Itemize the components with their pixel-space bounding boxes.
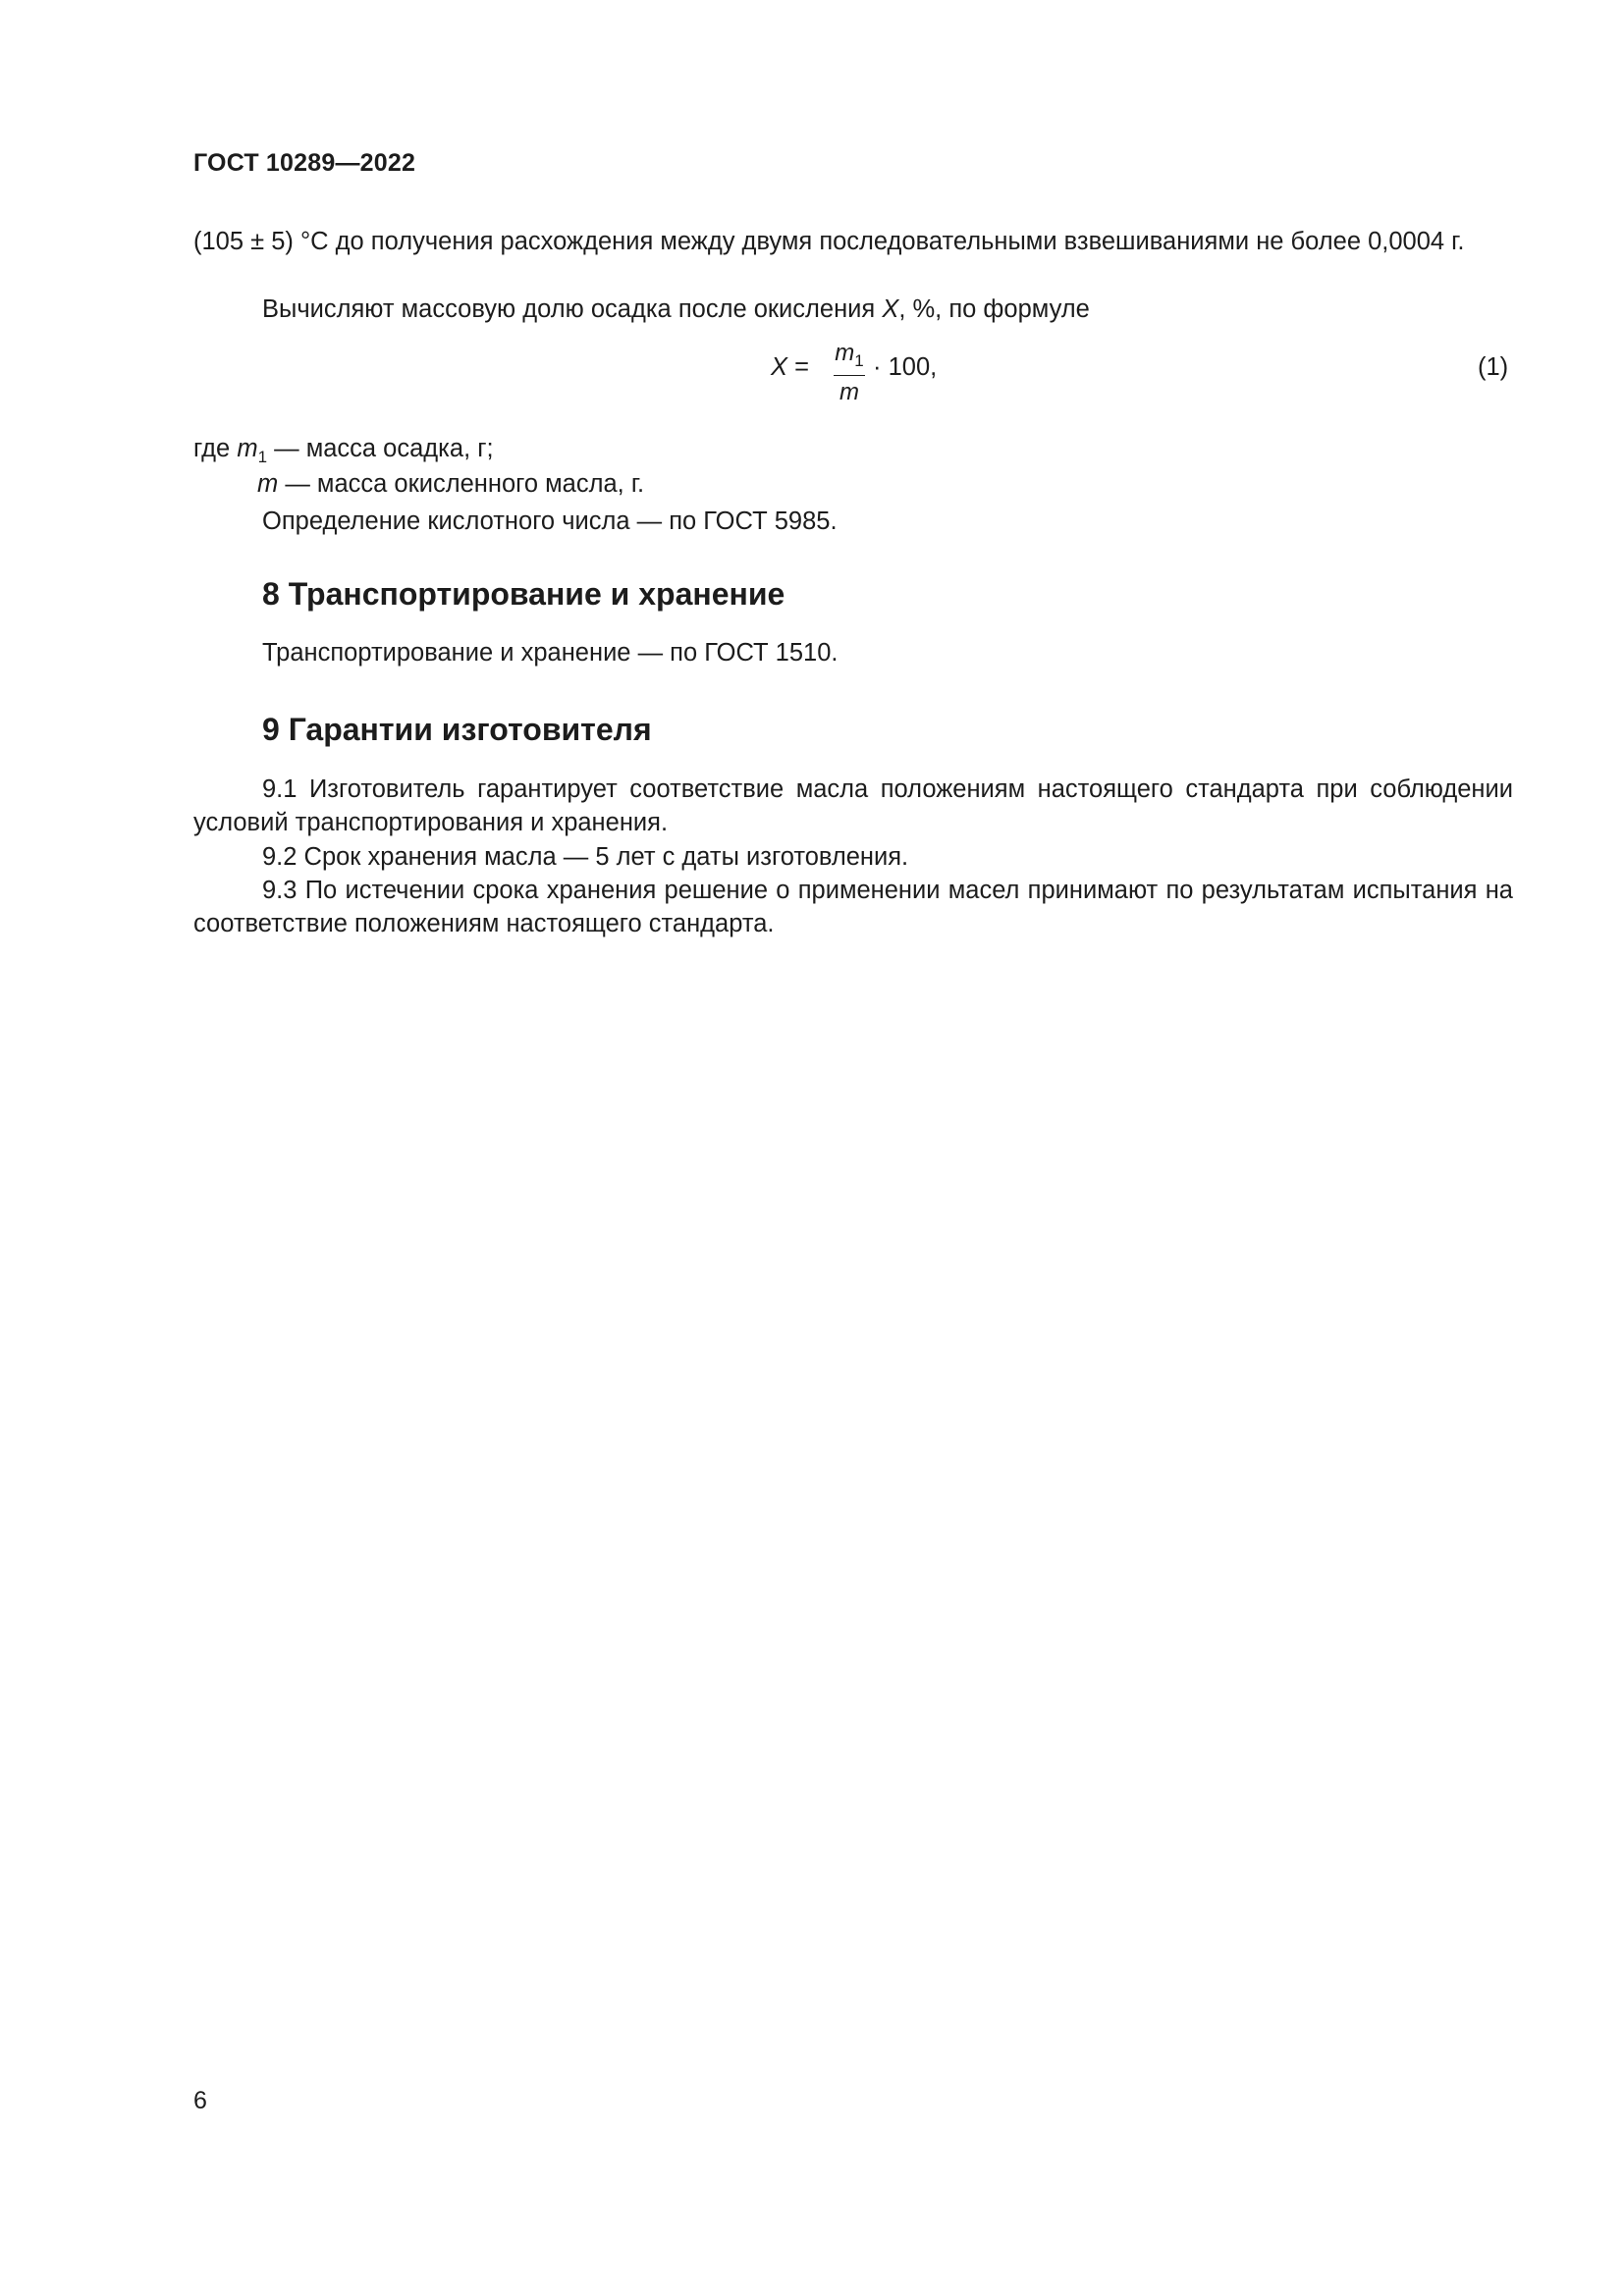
where-item-2-variable: m: [257, 470, 279, 498]
formula-number: (1): [1478, 353, 1509, 381]
calculation-intro: [262, 293, 1090, 326]
where-item-2: [257, 467, 644, 501]
calculation-intro-tail: , %, по формуле: [898, 295, 1090, 323]
section-9-paragraph-1: 9.1 Изготовитель гарантирует соответствие масла положениям настоящего стандарта при соблюдении условий транспортирования и хранения.: [193, 775, 1513, 836]
calculation-intro-text: Вычисляют массовую долю осадка после окисления: [262, 295, 883, 323]
where-item-1-description: — масса осадка, г;: [267, 435, 494, 462]
formula-numerator-variable: m: [835, 340, 855, 366]
where-item-1-variable: m: [237, 435, 258, 462]
document-header: ГОСТ 10289—2022: [193, 149, 416, 177]
section-9-paragraph-2: 9.2 Срок хранения масла — 5 лет с даты изготовления.: [262, 843, 909, 871]
formula-rhs: · 100,: [873, 353, 938, 381]
calculation-intro-variable: X: [882, 295, 899, 323]
where-item-1-subscript: 1: [257, 448, 268, 467]
formula-numerator: [828, 340, 871, 371]
formula-denominator: m: [839, 379, 859, 405]
formula-equals: =: [787, 353, 809, 381]
formula-numerator-subscript: 1: [854, 350, 864, 370]
formula-lhs-variable: X: [771, 353, 788, 381]
page-number: 6: [193, 2087, 207, 2114]
where-item-2-description: — масса окисленного масла, г.: [278, 470, 645, 498]
continuation-paragraph: (105 ± 5) °С до получения расхождения между двумя последовательными взвешиваниями не более 0,0004 г.: [193, 228, 1465, 255]
formula-lhs: [771, 353, 809, 382]
section-8-paragraph-1: Транспортирование и хранение — по ГОСТ 1510.: [262, 639, 839, 667]
section-8-heading: 8 Транспортирование и хранение: [262, 576, 785, 612]
section-9-heading: 9 Гарантии изготовителя: [262, 712, 652, 747]
section-9-paragraph-3: 9.3 По истечении срока хранения решение о применении масел принимают по результатам испытания на соответствие положениям настоящего стандарта.: [193, 877, 1513, 937]
formula-fraction-bar: [834, 375, 865, 376]
where-lead: где: [193, 435, 238, 462]
acid-number-paragraph: Определение кислотного числа — по ГОСТ 5985.: [262, 507, 838, 535]
